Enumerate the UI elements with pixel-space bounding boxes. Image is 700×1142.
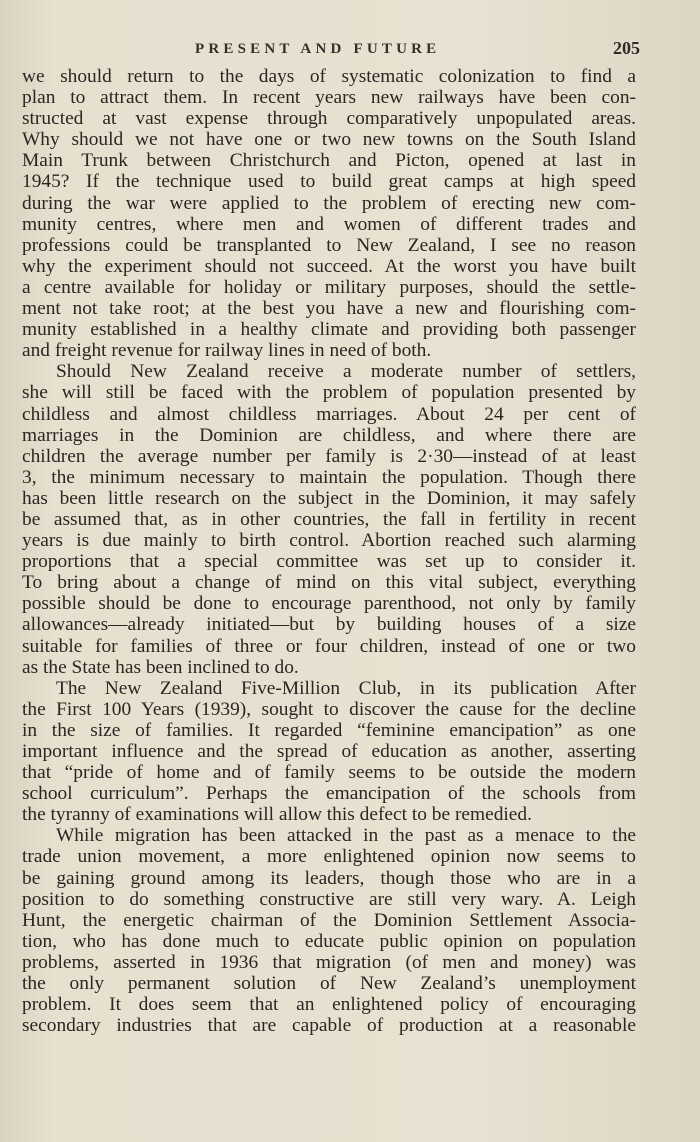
text-line: has been little research on the subject in the Dominion, it may safely [22,487,636,509]
text-line: Should New Zealand receive a moderate number of settlers, [56,361,636,383]
text-line: position to do something constructive are still very wary. A. Leigh [22,888,636,910]
text-line: a centre available for holiday or military purposes, should the settle- [22,276,636,298]
text-line: tion, who has done much to educate public opinion on population [22,930,636,952]
text-line: problems, asserted in 1936 that migration (of men and money) was [22,951,636,973]
text-line: important influence and the spread of education as another, asserting [22,741,636,762]
text-line: trade union movement, a more enlightened opinion now seems to [22,846,636,868]
text-line: childless and almost childless marriages. About 24 per cent of [22,403,636,425]
text-line: structed at vast expense through comparatively unpopulated areas. [22,108,636,130]
text-line: 1945? If the technique used to build great camps at high speed [22,171,636,193]
text-line: years is due mainly to birth control. Abortion reached such alarming [22,530,636,552]
page-number: 205 [613,38,640,58]
text-line: plan to attract them. In recent years new railways have been con- [22,87,636,109]
text-line: and freight revenue for railway lines in need of both. [22,340,432,362]
text-line: the First 100 Years (1939), sought to discover the cause for the decline [22,698,636,720]
text-line: the tyranny of examinations will allow this defect to be remedied. [22,804,532,826]
text-line: she will still be faced with the problem of population presented by [22,382,636,404]
text-line: children the average number per family is 2·30—instead of at least [22,445,636,467]
text-line: munity centres, where men and women of different trades and [22,213,636,235]
body-text [22,66,636,1036]
text-line: munity established in a healthy climate and providing both passenger [22,319,636,341]
text-line: ment not take root; at the best you have a new and flourishing com- [22,298,636,320]
text-line: professions could be transplanted to New Zealand, I see no reason [22,234,636,256]
text-line: we should return to the days of systematic colonization to find a [22,66,636,87]
text-line: The New Zealand Five-Million Club, in its publication After [56,677,636,699]
text-line: that “pride of home and of family seems to be outside the modern [22,762,636,784]
text-line: possible should be done to encourage parenthood, not only by family [22,593,636,615]
text-line: Main Trunk between Christchurch and Picton, opened at last in [22,150,636,172]
text-line: be assumed that, as in other countries, the fall in fertility in recent [22,508,636,530]
text-line: the only permanent solution of New Zealand’s unemployment [22,973,636,995]
text-line: during the war were applied to the problem of erecting new com- [22,192,636,214]
text-line: in the size of families. It regarded “feminine emancipation” as one [22,719,636,741]
text-line: marriages in the Dominion are childless, and where there are [22,424,636,446]
text-line: proportions that a special committee was set up to consider it. [22,551,636,573]
text-line: why the experiment should not succeed. At the worst you have built [22,255,636,277]
text-line: be gaining ground among its leaders, though those who are in a [22,867,636,889]
text-line: Hunt, the energetic chairman of the Dominion Settlement Associa- [22,909,636,931]
text-line: Why should we not have one or two new towns on the South Island [22,129,636,151]
text-line: allowances—already initiated—but by building houses of a size [22,614,636,636]
text-line: problem. It does seem that an enlightened policy of encouraging [22,994,636,1016]
text-line: 3, the minimum necessary to maintain the population. Though there [22,466,636,488]
running-head [22,38,640,62]
text-line: secondary industries that are capable of production at a reasonable [22,1015,636,1037]
text-line: as the State has been inclined to do. [22,656,299,678]
running-title: PRESENT AND FUTURE [195,41,441,57]
text-line: suitable for families of three or four children, instead of one or two [22,635,636,657]
text-line: school curriculum”. Perhaps the emancipation of the schools from [22,783,636,805]
text-line: While migration has been attacked in the past as a menace to the [56,825,636,847]
text-line: To bring about a change of mind on this vital subject, everything [22,572,636,594]
